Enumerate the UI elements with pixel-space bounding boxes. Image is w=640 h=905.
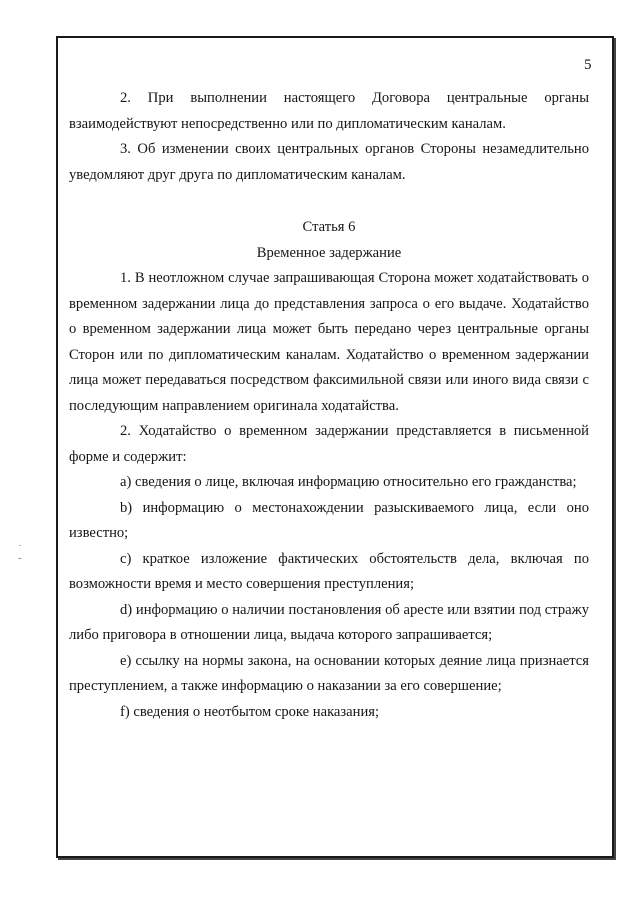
- margin-mark: ·: [18, 540, 22, 552]
- list-item: e) ссылку на нормы закона, на основании которых деяние лица признается преступлением, а также информацию о наказании за его совершение;: [69, 652, 589, 694]
- paragraph: 3. Об изменении своих центральных органов Стороны незамедлительно уведомляют друг друга по дипломатическим каналам.: [69, 141, 589, 183]
- list-item: b) информацию о местонахождении разыскиваемого лица, если оно известно;: [69, 499, 589, 541]
- list-item: a) сведения о лице, включая информацию относительно его гражданства;: [120, 474, 577, 490]
- margin-mark: -: [18, 552, 22, 564]
- list-item: c) краткое изложение фактических обстоятельств дела, включая по возможности время и место совершения преступления;: [69, 550, 589, 592]
- paragraph: 1. В неотложном случае запрашивающая Сторона может ходатайствовать о временном задержании лица до представления запроса о его выдаче. Ходатайство о временном задержании лица может быть передано через центральные органы Сторон или по дипломатическим каналам. Ходатайство о временном задержании лица может передаваться посредством факсимильной связи или иного вида связи с последующим направлением оригинала ходатайства.: [69, 270, 589, 414]
- spacer: [69, 188, 589, 215]
- document-body: [69, 86, 589, 725]
- list-item: d) информацию о наличии постановления об аресте или взятии под стражу либо приговора в отношении лица, выдача которого запрашивается;: [69, 601, 589, 643]
- paragraph: 2. Ходатайство о временном задержании представляется в письменной форме и содержит:: [69, 423, 589, 465]
- page-number: 5: [584, 57, 592, 73]
- article-number: Статья 6: [302, 219, 356, 235]
- paragraph: 2. При выполнении настоящего Договора центральные органы взаимодействуют непосредственно или по дипломатическим каналам.: [69, 90, 589, 132]
- article-title: Временное задержание: [256, 244, 402, 261]
- list-item: f) сведения о неотбытом сроке наказания;: [120, 703, 380, 720]
